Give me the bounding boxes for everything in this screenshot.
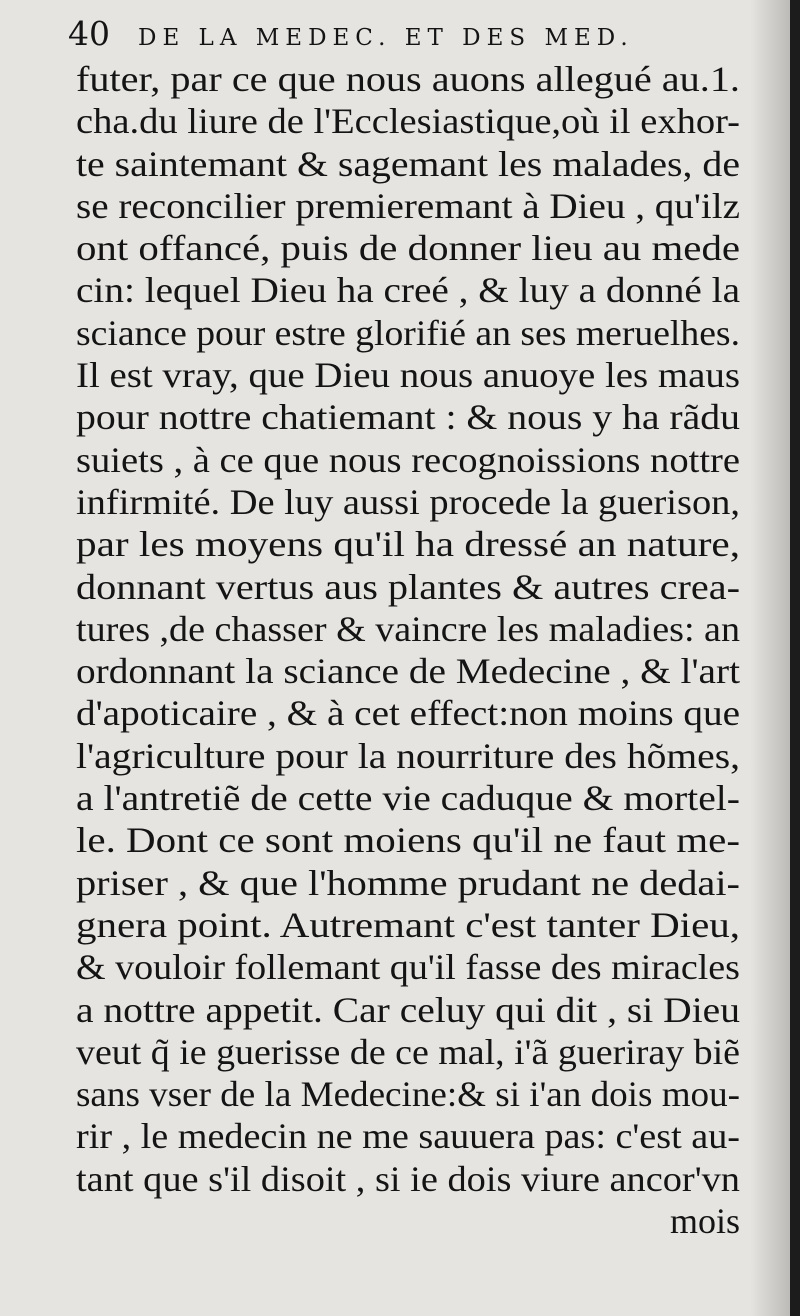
text-line-content: se reconcilier premieremant à Dieu , qu'ilz — [76, 185, 740, 226]
text-line — [76, 946, 740, 988]
text-line — [76, 1115, 740, 1157]
text-line — [76, 143, 740, 185]
text-line-content: ont offancé, puis de donner lieu au mede — [76, 228, 740, 269]
text-line — [76, 1158, 740, 1200]
text-line-content: pour nottre chatiemant : & nous y ha rãdu — [76, 397, 740, 438]
text-line-content: le. Dont ce sont moiens qu'il ne faut me- — [76, 820, 740, 861]
text-line — [76, 523, 740, 565]
text-line-content: mois — [669, 1201, 740, 1242]
text-line — [76, 100, 740, 142]
text-line — [76, 608, 740, 650]
text-line-content: l'agriculture pour la nourriture des hõmes, — [76, 735, 740, 776]
text-line — [76, 58, 740, 100]
text-line — [76, 269, 740, 311]
text-line — [76, 1031, 740, 1073]
text-line-content: gnera point. Autremant c'est tanter Dieu, — [76, 904, 740, 945]
running-head — [68, 14, 634, 54]
text-line-content: cha.du liure de l'Ecclesiastique,où il exhor- — [76, 101, 740, 142]
text-line — [76, 354, 740, 396]
text-line-content: ordonnant la sciance de Medecine , & l'art — [76, 651, 741, 692]
text-line — [76, 989, 740, 1031]
text-line — [76, 312, 740, 354]
text-line-content: cin: lequel Dieu ha creé , & luy a donné la — [76, 270, 740, 311]
body-text — [76, 58, 740, 1242]
text-line — [76, 819, 740, 861]
page-number: 40 — [68, 14, 110, 53]
text-line-content: suiets , à ce que nous recognoissions nottre — [76, 439, 740, 480]
text-line — [76, 904, 740, 946]
text-line-content: tures ,de chasser & vaincre les maladies: an — [76, 608, 740, 649]
text-line — [76, 692, 740, 734]
text-line — [76, 1200, 740, 1242]
text-line — [76, 650, 740, 692]
text-line — [76, 777, 740, 819]
text-line-content: priser , & que l'homme prudant ne dedai- — [76, 862, 740, 903]
text-line-content: rir , le medecin ne me sauuera pas: c'est au- — [76, 1116, 740, 1157]
text-line-content: veut q̃ ie guerisse de ce mal, i'ã gueriray biẽ — [76, 1031, 741, 1072]
text-line-content: par les moyens qu'il ha dressé an nature, — [76, 524, 740, 565]
text-line-content: a l'antretiẽ de cette vie caduque & mortel- — [76, 778, 740, 819]
text-line — [76, 227, 740, 269]
text-line — [76, 862, 740, 904]
text-line-content: a nottre appetit. Car celuy qui dit , si Dieu — [76, 989, 740, 1030]
text-line — [76, 1073, 740, 1115]
text-line — [76, 185, 740, 227]
text-line — [76, 439, 740, 481]
text-line-content: & vouloir follemant qu'il fasse des miracles — [76, 947, 740, 988]
text-line-content: sans vser de la Medecine:& si i'an dois mou- — [76, 1074, 741, 1115]
text-line-content: tant que s'il disoit , si ie dois viure ancor'vn — [76, 1158, 740, 1199]
text-line-content: donnant vertus aus plantes & autres crea- — [76, 566, 740, 607]
text-line-content: futer, par ce que nous auons allegué au.1. — [76, 59, 740, 99]
text-line — [76, 566, 740, 608]
text-line — [76, 481, 740, 523]
text-line-content: sciance pour estre glorifié an ses meruelhes. — [76, 312, 741, 353]
text-line-content: d'apoticaire , & à cet effect:non moins que — [76, 693, 740, 734]
text-line-content: infirmité. De luy aussi procede la guerison, — [76, 481, 741, 522]
text-line — [76, 396, 740, 438]
running-title: DE LA MEDEC. ET DES MED. — [138, 25, 634, 51]
text-line-content: te saintemant & sagemant les malades, de — [76, 143, 740, 184]
text-line — [76, 735, 740, 777]
text-line-content: Il est vray, que Dieu nous anuoye les maus — [76, 355, 741, 396]
